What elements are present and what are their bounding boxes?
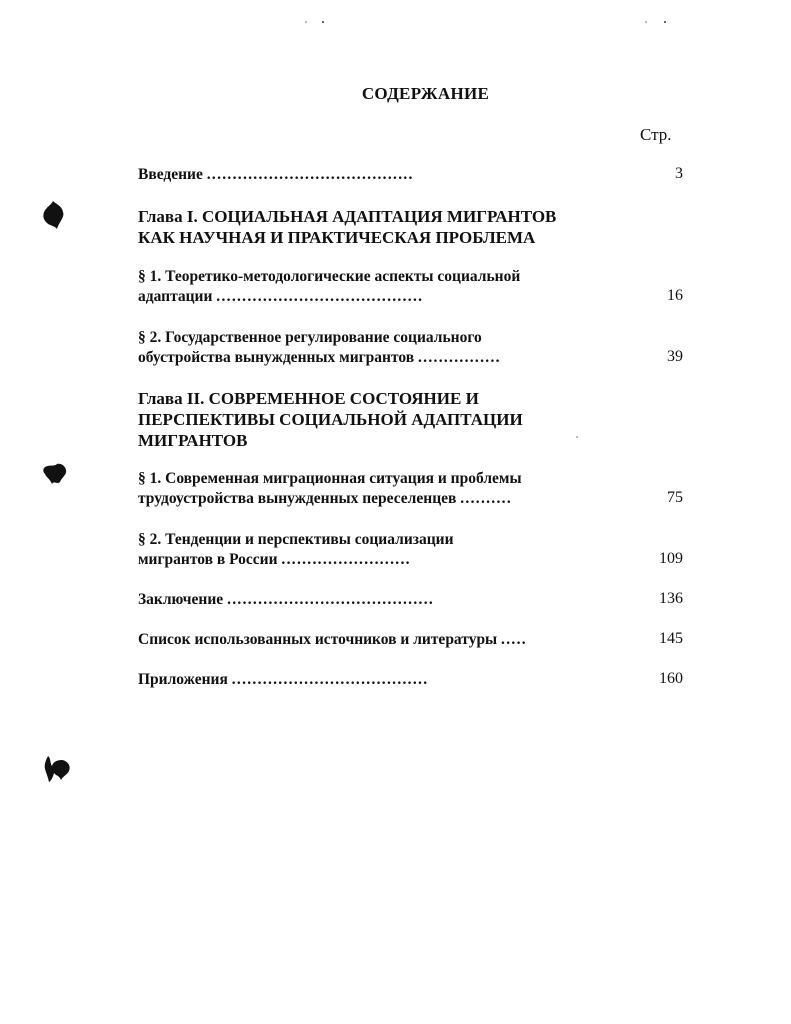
toc-leader-dots: ..... — [501, 631, 527, 648]
toc-page-number: 75 — [667, 489, 683, 506]
toc-entry-line: МИГРАНТОВ — [138, 431, 248, 450]
toc-leader-dots: ................ — [418, 349, 501, 366]
toc-entry-ch1-sec1 — [138, 267, 598, 307]
toc-page-number: 136 — [659, 590, 683, 607]
scan-speck — [322, 21, 324, 23]
toc-entry-appendices — [138, 670, 598, 690]
toc-entry-introduction — [138, 165, 598, 185]
toc-entry-ch1-sec2 — [138, 328, 598, 368]
toc-entry-conclusion — [138, 590, 598, 610]
toc-page-number: 39 — [667, 348, 683, 365]
toc-entry-line: § 1. Теоретико-методологические аспекты социальной — [138, 268, 521, 285]
toc-entry-ch2-sec2 — [138, 530, 598, 570]
toc-entry-line: Список использованных источников и литературы — [138, 631, 498, 648]
toc-leader-dots: ........................................ — [227, 591, 435, 608]
toc-entry-line: мигрантов в России — [138, 551, 278, 568]
toc-leader-dots: .......... — [460, 490, 512, 507]
toc-page-number: 145 — [659, 630, 683, 647]
page-column-label: Стр. — [640, 125, 672, 144]
scan-speck — [305, 21, 307, 23]
toc-entry-line: Заключение — [138, 591, 224, 608]
toc-page-number: 160 — [659, 670, 683, 687]
toc-entry-line: Введение — [138, 166, 203, 183]
toc-page-number: 109 — [659, 550, 683, 567]
toc-leader-dots: ........................................ — [216, 288, 424, 305]
ink-blot-icon — [40, 200, 66, 230]
page-title: СОДЕРЖАНИЕ — [361, 84, 490, 103]
toc-leader-dots: ........................................ — [206, 166, 414, 183]
toc-entry-line: § 1. Современная миграционная ситуация и проблемы — [138, 470, 522, 487]
toc-entry-line: адаптации — [138, 288, 213, 305]
ink-blot-icon — [42, 754, 72, 784]
toc-entry-references — [138, 630, 598, 650]
toc-entry-line: Глава II. СОВРЕМЕННОЕ СОСТОЯНИЕ И — [138, 389, 479, 408]
toc-chapter-2-heading — [138, 388, 608, 451]
toc-entry-line: обустройства вынужденных мигрантов — [138, 349, 415, 366]
scan-speck — [664, 21, 666, 23]
toc-page-number: 3 — [675, 165, 683, 182]
toc-leader-dots: ...................................... — [231, 671, 429, 688]
ink-blot-icon — [42, 462, 68, 486]
toc-leader-dots: ......................... — [281, 551, 411, 568]
toc-entry-line: Приложения — [138, 671, 228, 688]
toc-entry-line: ПЕРСПЕКТИВЫ СОЦИАЛЬНОЙ АДАПТАЦИИ — [138, 410, 523, 429]
toc-entry-line: § 2. Государственное регулирование социального — [138, 329, 482, 346]
toc-entry-line: § 2. Тенденции и перспективы социализации — [138, 531, 454, 548]
toc-entry-line: КАК НАУЧНАЯ И ПРАКТИЧЕСКАЯ ПРОБЛЕМА — [138, 228, 536, 247]
toc-chapter-1-heading — [138, 206, 608, 248]
toc-page-number: 16 — [667, 287, 683, 304]
toc-entry-line: Глава I. СОЦИАЛЬНАЯ АДАПТАЦИЯ МИГРАНТОВ — [138, 207, 557, 226]
toc-entry-ch2-sec1 — [138, 469, 598, 509]
scan-speck — [645, 21, 647, 23]
toc-entry-line: трудоустройства вынужденных переселенцев — [138, 490, 457, 507]
